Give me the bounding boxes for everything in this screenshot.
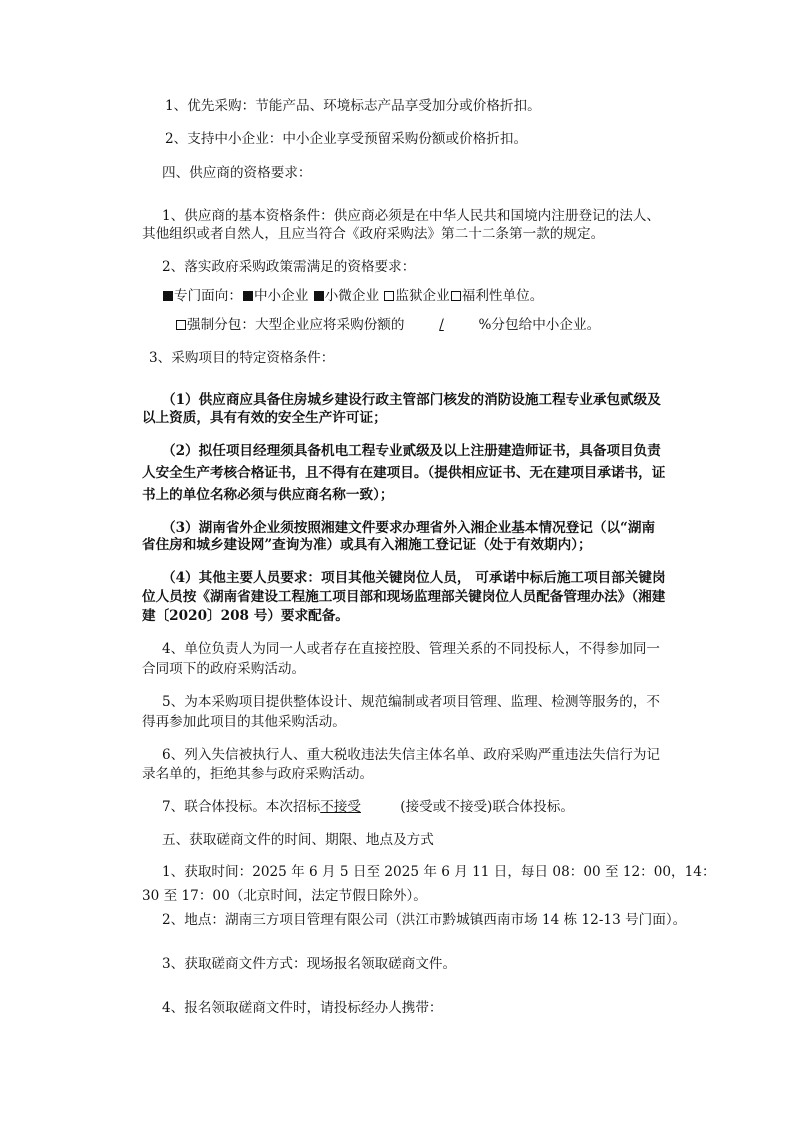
consortium-suffix: (接受或不接受)联合体投标。 <box>400 799 574 815</box>
consortium-prefix: 7、联合体投标。本次招标 <box>162 799 321 815</box>
option-sme: 中小企业 <box>253 288 309 304</box>
registration-line: 4、报名领取磋商文件时，请投标经办人携带： <box>162 1000 443 1016</box>
unchecked-checkbox-icon <box>176 320 186 330</box>
condition-2-line-2: 人安全生产考核合格证书，且不得有在建项目。（提供相应证书、无在建项目承诺书，证 <box>142 465 666 481</box>
item-6-line-2: 录名单的，拒绝其参与政府采购活动。 <box>142 766 374 782</box>
option-micro-enterprise: 小微企业 <box>324 288 380 304</box>
section-4-heading: 四、供应商的资格要求： <box>162 165 312 181</box>
dedicated-label: 专门面向： <box>174 288 242 304</box>
condition-3-line-1: （3）湖南省外企业须按照湘建文件要求办理省外入湘企业基本情况登记（以“湖南 <box>162 520 656 536</box>
sme-support-line: 2、支持中小企业：中小企业享受预留采购份额或价格折扣。 <box>165 131 528 147</box>
consortium-value: 不接受 <box>320 799 361 815</box>
condition-4-line-2: 位人员按《湖南省建设工程施工项目部和现场监理部关键岗位人员配备管理办法》（湘建 <box>142 589 666 605</box>
condition-1-line-2: 以上资质，具有有效的安全生产许可证； <box>142 410 387 426</box>
unchecked-checkbox-icon <box>451 291 461 301</box>
item-5-line-2: 得再参加此项目的其他采购活动。 <box>142 714 346 730</box>
subcontract-suffix: %分包给中小企业。 <box>478 317 601 333</box>
priority-procurement-line: 1、优先采购：节能产品、环境标志产品享受加分或价格折扣。 <box>165 98 541 114</box>
item-4-line-1: 4、单位负责人为同一人或者存在直接控股、管理关系的不同投标人，不得参加同一 <box>162 641 661 657</box>
acquisition-time-line-1: 1、获取时间：2025 年 6 月 5 日至 2025 年 6 月 11 日，每日 08：00 至 12：00，14： <box>162 864 716 880</box>
subcontract-blank: / <box>439 317 444 333</box>
acquisition-method-line: 3、获取磋商文件方式：现场报名领取磋商文件。 <box>162 956 457 972</box>
acquisition-location-line: 2、地点：湖南三方项目管理有限公司（洪江市黔城镇西南市场 14 栋 12-13 号门面）。 <box>162 912 687 928</box>
policy-requirement-line: 2、落实政府采购政策需满足的资格要求： <box>162 259 416 275</box>
acquisition-time-line-2: 30 至 17：00（北京时间，法定节假日除外）。 <box>142 888 427 904</box>
basic-qualification-line-2: 其他组织或者自然人，且应当符合《政府采购法》第二十二条第一款的规定。 <box>142 226 605 242</box>
item-4-line-2: 合同项下的政府采购活动。 <box>142 661 306 677</box>
subcontract-label: 强制分包：大型企业应将采购份额的 <box>187 317 405 333</box>
option-prison-enterprise: 监狱企业 <box>395 288 450 304</box>
condition-3-line-2: 省住房和城乡建设网”查询为准）或具有入湘施工登记证（处于有效期内）； <box>142 537 592 553</box>
condition-2-line-3: 书上的单位名称必须与供应商名称一致）； <box>142 487 394 503</box>
specific-qualification-line: 3、采购项目的特定资格条件： <box>149 350 335 366</box>
unchecked-checkbox-icon <box>384 291 394 301</box>
condition-4-line-1: （4）其他主要人员要求：项目其他关键岗位人员， 可承诺中标后施工项目部关键岗 <box>162 570 666 586</box>
consortium-line <box>162 798 574 816</box>
basic-qualification-line-1: 1、供应商的基本资格条件：供应商必须是在中华人民共和国境内注册登记的法人、 <box>162 208 661 224</box>
condition-1-line-1: （1）供应商应具备住房城乡建设行政主管部门核发的消防设施工程专业承包贰级及 <box>162 392 661 408</box>
checked-checkbox-icon <box>163 291 173 301</box>
item-6-line-1: 6、列入失信被执行人、重大税收违法失信主体名单、政府采购严重违法失信行为记 <box>162 747 661 763</box>
item-5-line-1: 5、为本采购项目提供整体设计、规范编制或者项目管理、监理、检测等服务的，不 <box>162 694 661 710</box>
condition-4-line-3: 建〔2020〕208 号）要求配备。 <box>142 608 349 624</box>
condition-2-line-1: （2）拟任项目经理须具备机电工程专业贰级及以上注册建造师证书，具备项目负责 <box>162 443 661 459</box>
section-5-heading: 五、获取磋商文件的时间、期限、地点及方式 <box>162 832 434 848</box>
checked-checkbox-icon <box>314 291 324 301</box>
dedicated-targeting-row <box>162 287 543 305</box>
option-welfare-unit: 福利性单位。 <box>461 288 544 304</box>
checked-checkbox-icon <box>243 291 253 301</box>
subcontract-row <box>175 316 600 334</box>
